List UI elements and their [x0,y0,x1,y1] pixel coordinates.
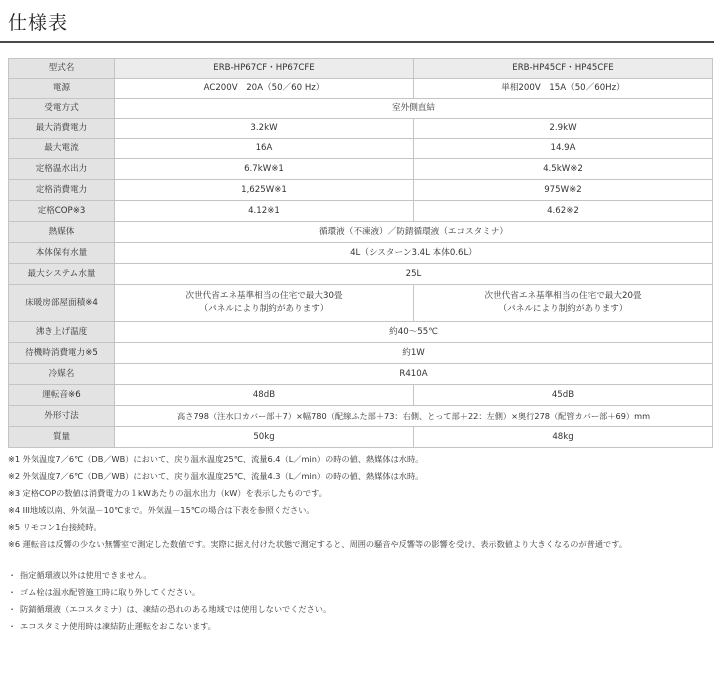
row-label: 外形寸法 [9,406,115,427]
footnote: ※6 運転音は反響の少ない無響室で測定した数値です。実際に据え付けた状態で測定すると、周囲の騒音や反響等の影響を受け、表示数値より大きくなるのが普通です。 [8,539,627,549]
cell-both: R410A [115,364,713,385]
list-item-text: 防錆循環液（エコスタミナ）は、凍結の恐れのある地域では使用しないでください。 [20,604,332,614]
model-name-b: ERB-HP45CF・HP45CFE [414,59,713,79]
cell-a: 48dB [115,385,414,406]
row-label: 待機時消費電力※5 [9,343,115,364]
cell-a [115,285,414,322]
table-row [9,364,713,385]
table-row [9,79,713,99]
cell-a-line1: 次世代省エネ基準相当の住宅で最大30畳 [185,291,343,301]
spec-table [8,58,713,448]
row-label: 定格消費電力 [9,180,115,201]
row-label: 沸き上げ温度 [9,322,115,343]
cell-a: 3.2kW [115,119,414,139]
cell-both: 高さ798（注水口カバー部＋7）×幅780（配線ふた部＋73：右側、とって部＋22：左側）×奥行278（配管カバー部＋69）mm [115,406,713,427]
list-item [8,567,718,584]
caution-list [8,567,718,635]
cell-both: 約40～55℃ [115,322,713,343]
table-header-row [9,59,713,79]
table-row [9,99,713,119]
page-title: 仕様表 [8,12,69,34]
list-item [8,584,718,601]
table-row [9,406,713,427]
table-row [9,285,713,322]
row-label: 受電方式 [9,99,115,119]
list-item-text: エコスタミナ使用時は凍結防止運転をおこないます。 [20,621,216,631]
row-label: 型式名 [9,59,115,79]
footnote: ※2 外気温度7／6℃（DB／WB）において、戻り温水温度25℃、流量4.3（L／min）の時の値、熱媒体は水時。 [8,471,424,481]
footnote: ※4 III地域以南、外気温－10℃まで。外気温－15℃の場合は下表を参照ください。 [8,505,315,515]
row-label: 床暖房部屋面積※4 [9,285,115,322]
cell-a: 6.7kW※1 [115,159,414,180]
cell-b: 4.5kW※2 [414,159,713,180]
row-label: 定格COP※3 [9,201,115,222]
cell-b: 単相200V 15A（50／60Hz） [414,79,713,99]
title-divider [0,41,714,43]
row-label: 最大システム水量 [9,264,115,285]
footnote: ※3 定格COPの数値は消費電力の１kWあたりの温水出力（kW）を表示したものです。 [8,488,327,498]
cell-both: 循環液（不凍液）／防錆循環液（エコスタミナ） [115,222,713,243]
cell-b: 45dB [414,385,713,406]
cell-b: 975W※2 [414,180,713,201]
table-row [9,385,713,406]
table-row [9,119,713,139]
list-item [8,601,718,618]
table-row [9,139,713,159]
row-label: 最大電流 [9,139,115,159]
table-row [9,322,713,343]
row-label: 熱媒体 [9,222,115,243]
bullet-icon: ・ [8,604,17,614]
footnotes [8,451,718,553]
cell-a: 1,625W※1 [115,180,414,201]
row-label: 電源 [9,79,115,99]
table-row [9,427,713,448]
cell-both: 25L [115,264,713,285]
footnote: ※5 リモコン1台接続時。 [8,522,102,532]
cell-b-line2: （パネルにより制約があります） [498,304,628,314]
cell-both: 室外側直結 [115,99,713,119]
cell-b-line1: 次世代省エネ基準相当の住宅で最大20畳 [484,291,642,301]
cell-a: AC200V 20A（50／60 Hz） [115,79,414,99]
cell-both: 約1W [115,343,713,364]
model-name-a: ERB-HP67CF・HP67CFE [115,59,414,79]
cell-b [414,285,713,322]
table-row [9,243,713,264]
cell-b: 4.62※2 [414,201,713,222]
cell-a-line2: （パネルにより制約があります） [199,304,329,314]
table-row [9,222,713,243]
row-label: 運転音※6 [9,385,115,406]
row-label: 冷媒名 [9,364,115,385]
row-label: 定格温水出力 [9,159,115,180]
cell-a: 50kg [115,427,414,448]
list-item-text: ゴム栓は温水配管施工時に取り外してください。 [20,587,201,597]
table-row [9,180,713,201]
row-label: 最大消費電力 [9,119,115,139]
cell-both: 4L（シスターン3.4L 本体0.6L） [115,243,713,264]
bullet-icon: ・ [8,587,17,597]
table-row [9,201,713,222]
row-label: 質量 [9,427,115,448]
bullet-icon: ・ [8,570,17,580]
footnote: ※1 外気温度7／6℃（DB／WB）において、戻り温水温度25℃、流量6.4（L／min）の時の値、熱媒体は水時。 [8,454,424,464]
table-row [9,159,713,180]
table-row [9,343,713,364]
cell-b: 2.9kW [414,119,713,139]
cell-a: 16A [115,139,414,159]
bullet-icon: ・ [8,621,17,631]
list-item-text: 指定循環液以外は使用できません。 [20,570,152,580]
list-item [8,618,718,635]
cell-a: 4.12※1 [115,201,414,222]
row-label: 本体保有水量 [9,243,115,264]
cell-b: 14.9A [414,139,713,159]
cell-b: 48kg [414,427,713,448]
table-row [9,264,713,285]
